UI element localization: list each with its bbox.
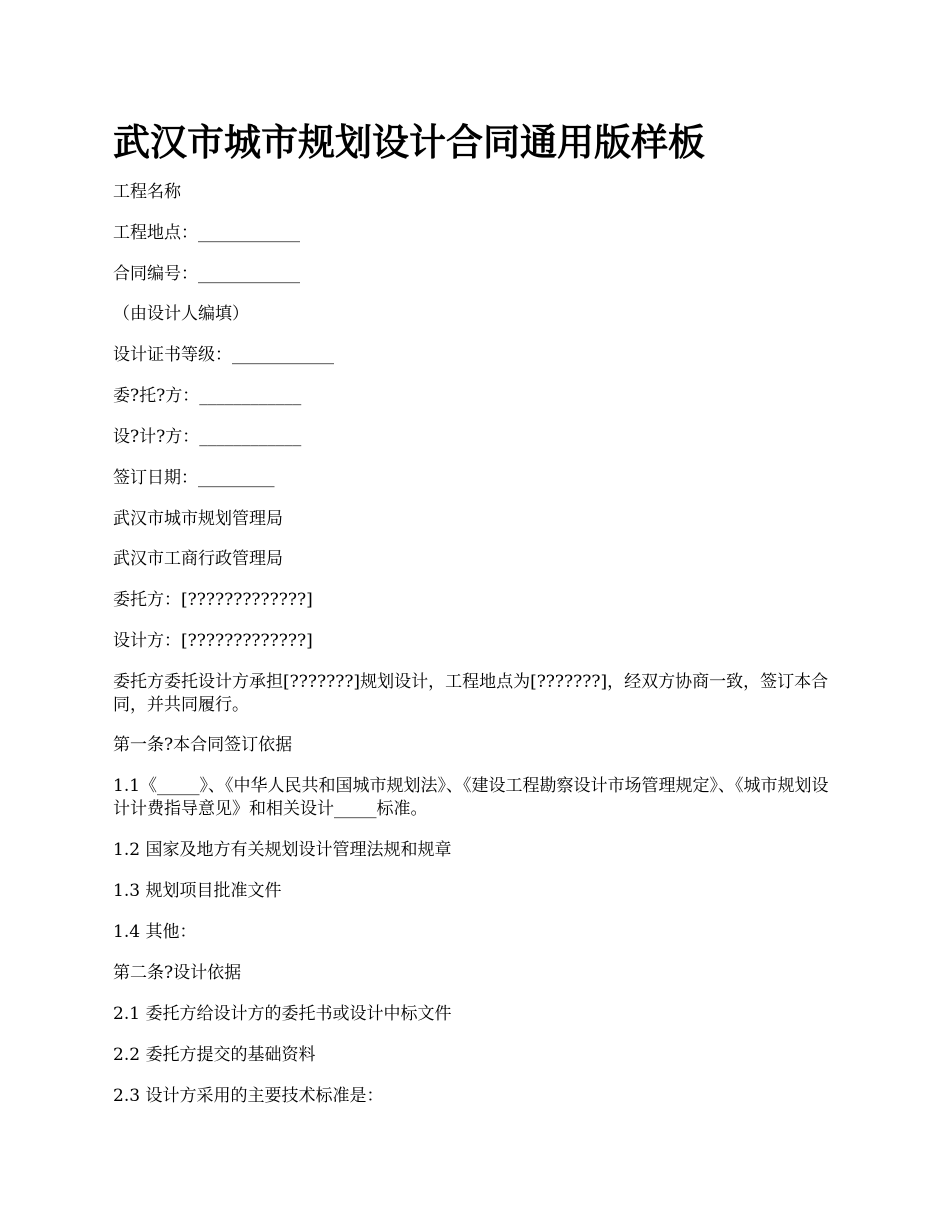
client-line: 委?托?方：____________ [113,386,302,406]
planning-authority-line: 武汉市城市规划管理局 [113,509,283,529]
project-location-line: 工程地点：____________ [113,223,300,243]
clause-2-2: 2.2 委托方提交的基础资料 [113,1045,316,1065]
clause-2-1: 2.1 委托方给设计方的委托书或设计中标文件 [113,1004,452,1024]
sign-date-line: 签订日期：_________ [113,468,275,488]
client-bracket-line: 委托方：[?????????????] [113,590,313,610]
designer-line: 设?计?方：____________ [113,427,302,447]
designer-bracket-line: 设计方：[?????????????] [113,631,313,651]
clause-1-2: 1.2 国家及地方有关规划设计管理法规和规章 [113,840,452,860]
clause-1-3: 1.3 规划项目批准文件 [113,881,282,901]
contract-number-line: 合同编号：____________ [113,264,300,284]
article2-heading: 第二条?设计依据 [113,963,242,983]
certificate-grade-line: 设计证书等级：____________ [113,345,334,365]
project-name-line: 工程名称 [113,182,181,202]
intro-paragraph: 委托方委托设计方承担[???????]规划设计，工程地点为[???????]，经双方协商一致，签订本合同，并共同履行。 [113,672,829,715]
clause-1-4: 1.4 其他： [113,922,197,942]
document-title: 武汉市城市规划设计合同通用版样板 [113,121,705,164]
clause-2-3: 2.3 设计方采用的主要技术标准是： [113,1086,384,1106]
article1-heading: 第一条?本合同签订依据 [113,735,293,755]
clause-1-1: 1.1《_____》、《中华人民共和国城市规划法》、《建设工程勘察设计市场管理规定》、《城市规划设计计费指导意见》和相关设计_____标准。 [113,776,829,819]
filled-by-designer-note: （由设计人编填） [113,304,249,324]
commerce-authority-line: 武汉市工商行政管理局 [113,549,283,569]
